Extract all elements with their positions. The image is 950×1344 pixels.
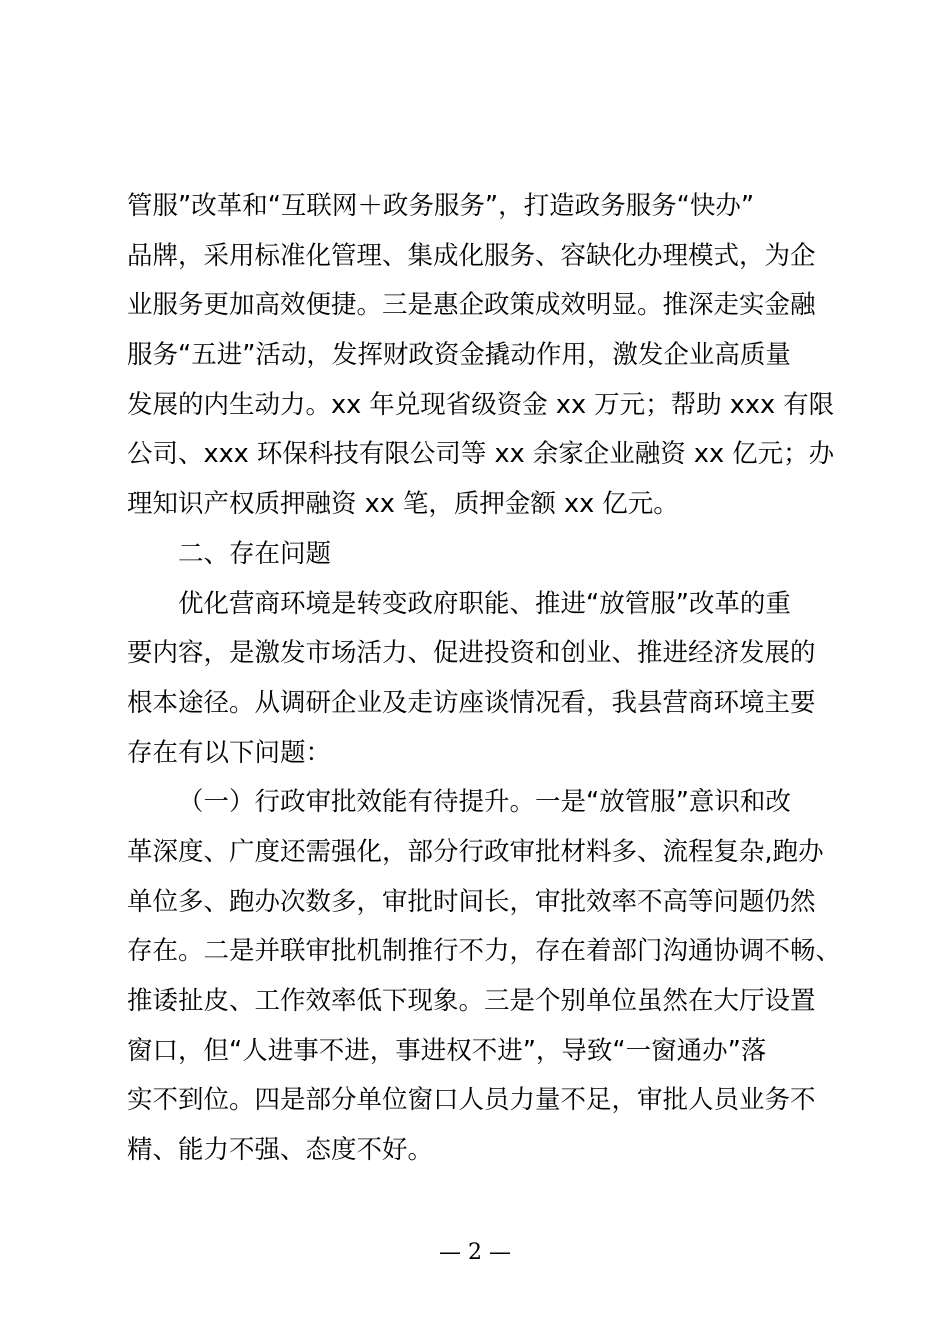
paragraph-line: 精、能力不强、态度不好。 [127, 1135, 434, 1165]
paragraph-line: 推诿扯皮、工作效率低下现象。三是个别单位虽然在大厅设置 [127, 986, 816, 1016]
paragraph-line: 根本途径。从调研企业及走访座谈情况看，我县营商环境主要 [127, 688, 816, 718]
paragraph-line: 革深度、广度还需强化，部分行政审批材料多、流程复杂,跑办 [127, 837, 824, 867]
paragraph-line: 要内容，是激发市场活力、促进投资和创业、推进经济发展的 [127, 638, 816, 668]
paragraph-line: 单位多、跑办次数多，审批时间长，审批效率不高等问题仍然 [127, 887, 816, 917]
paragraph-line: 理知识产权质押融资 xx 笔，质押金额 xx 亿元。 [127, 489, 679, 519]
paragraph-line: 优化营商环境是转变政府职能、推进“放管服”改革的重 [178, 589, 791, 619]
paragraph-line: 发展的内生动力。xx 年兑现省级资金 xx 万元；帮助 xxx 有限 [127, 390, 835, 420]
section-heading: 二、存在问题 [178, 539, 332, 569]
paragraph-line: 业服务更加高效便捷。三是惠企政策成效明显。推深走实金融 [127, 290, 816, 320]
subsection-heading-line: （一）行政审批效能有待提升。一是“放管服”意识和改 [178, 787, 791, 817]
paragraph-line: 品牌，采用标准化管理、集成化服务、容缺化办理模式，为企 [127, 241, 816, 271]
paragraph-line: 公司、xxx 环保科技有限公司等 xx 余家企业融资 xx 亿元；办 [127, 439, 835, 469]
paragraph-line: 管服”改革和“互联网＋政务服务”，打造政务服务“快办” [127, 191, 755, 221]
page-number: — 2 — [439, 1240, 511, 1265]
paragraph-line: 实不到位。四是部分单位窗口人员力量不足，审批人员业务不 [127, 1085, 816, 1115]
paragraph-line: 存在有以下问题： [127, 738, 332, 768]
paragraph-line: 存在。二是并联审批机制推行不力，存在着部门沟通协调不畅、 [127, 936, 842, 966]
paragraph-line: 窗口，但“人进事不进，事进权不进”，导致“一窗通办”落 [127, 1036, 767, 1066]
paragraph-line: 服务“五进”活动，发挥财政资金撬动作用，激发企业高质量 [127, 340, 791, 370]
